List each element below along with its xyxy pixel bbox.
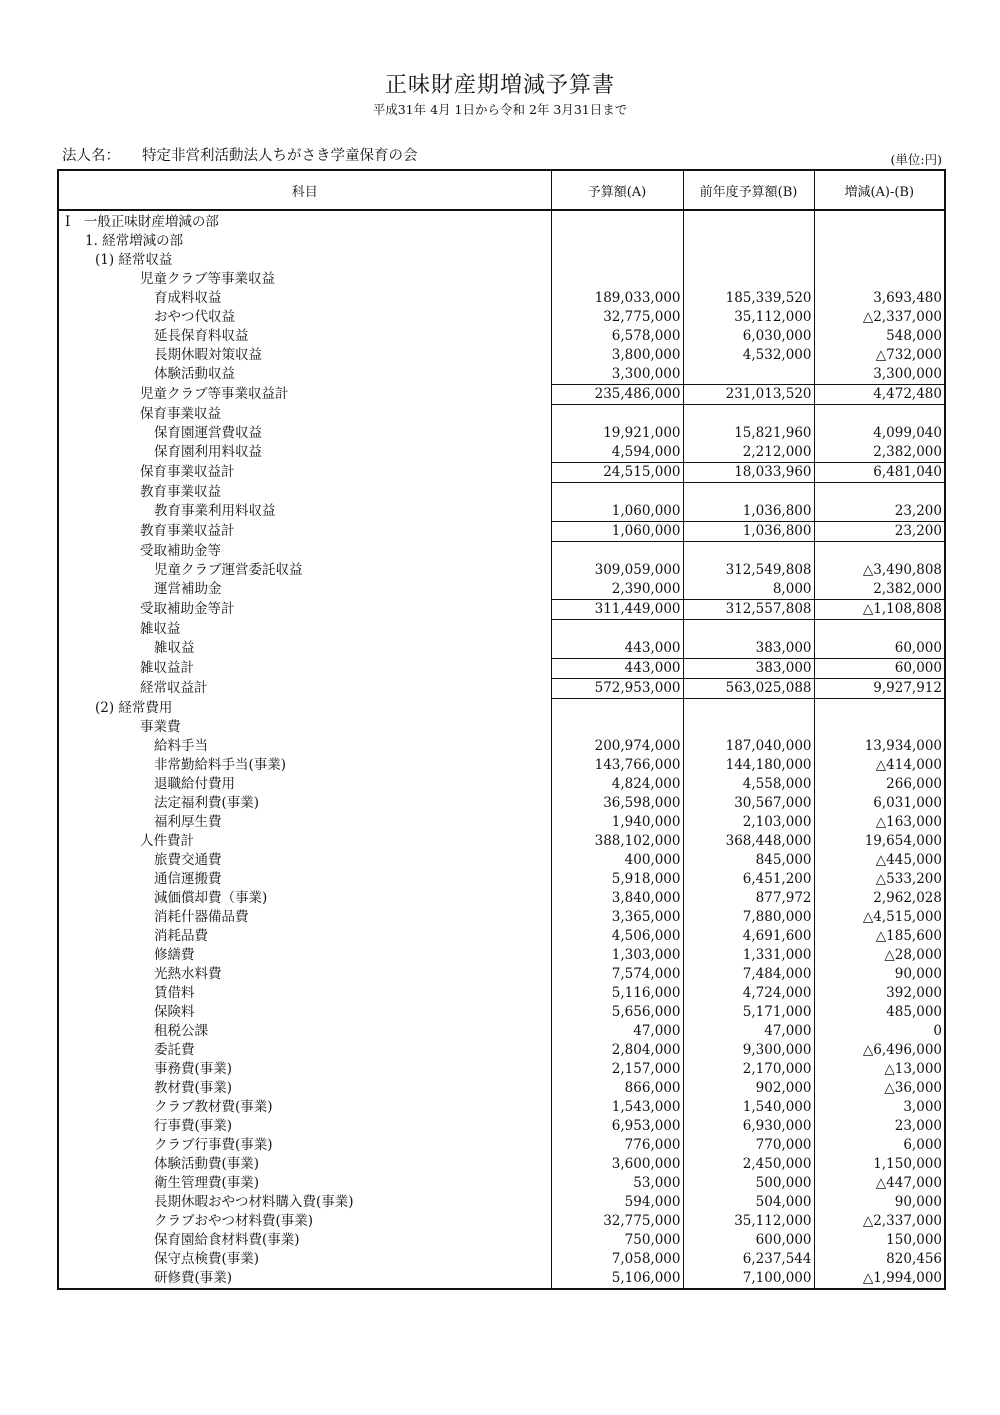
account-cell: 旅費交通費 — [154, 852, 222, 868]
difference-cell: 23,000 — [814, 1117, 945, 1136]
prior-budget-cell: 2,450,000 — [683, 1155, 814, 1174]
prior-budget-cell: 2,170,000 — [683, 1060, 814, 1079]
budget-cell: 443,000 — [551, 639, 683, 659]
table-row — [58, 1003, 945, 1022]
budget-cell: 32,775,000 — [551, 308, 683, 327]
budget-cell — [551, 718, 683, 737]
difference-cell: △445,000 — [814, 851, 945, 870]
table-row — [58, 365, 945, 385]
table-row — [58, 1079, 945, 1098]
account-cell: 委託費 — [154, 1042, 195, 1058]
prior-budget-cell: 845,000 — [683, 851, 814, 870]
budget-cell: 309,059,000 — [551, 561, 683, 580]
column-header-account: 科目 — [58, 170, 551, 210]
table-row — [58, 927, 945, 946]
table-body — [58, 210, 945, 1289]
budget-cell: 200,974,000 — [551, 737, 683, 756]
difference-cell: △4,515,000 — [814, 908, 945, 927]
prior-budget-cell: 2,103,000 — [683, 813, 814, 832]
budget-cell: 2,804,000 — [551, 1041, 683, 1060]
prior-budget-cell: 500,000 — [683, 1174, 814, 1193]
table-row-subtotal — [58, 679, 945, 699]
account-cell: 受取補助金等 — [140, 542, 221, 559]
prior-budget-cell: 18,033,960 — [683, 463, 814, 483]
account-cell: 保育園利用料収益 — [154, 444, 262, 461]
difference-cell: △1,994,000 — [814, 1269, 945, 1289]
prior-budget-cell: 8,000 — [683, 580, 814, 600]
account-cell: (1) 経常収益 — [95, 252, 173, 268]
difference-cell: △3,490,808 — [814, 561, 945, 580]
budget-cell: 2,157,000 — [551, 1060, 683, 1079]
account-cell: 消耗品費 — [154, 928, 208, 944]
table-row-subtotal — [58, 600, 945, 620]
difference-cell: △13,000 — [814, 1060, 945, 1079]
budget-table — [57, 169, 946, 1290]
prior-budget-cell: 368,448,000 — [683, 832, 814, 851]
difference-cell: 60,000 — [814, 659, 945, 679]
budget-cell: 866,000 — [551, 1079, 683, 1098]
difference-cell — [814, 232, 945, 251]
table-row — [58, 1269, 945, 1289]
table-row — [58, 1155, 945, 1174]
difference-cell: △163,000 — [814, 813, 945, 832]
account-cell: クラブおやつ材料費(事業) — [154, 1213, 314, 1229]
budget-cell: 3,600,000 — [551, 1155, 683, 1174]
table-row — [58, 756, 945, 775]
prior-budget-cell: 312,549,808 — [683, 561, 814, 580]
account-cell: 事務費(事業) — [154, 1061, 233, 1077]
difference-cell — [814, 251, 945, 270]
difference-cell: △185,600 — [814, 927, 945, 946]
difference-cell: 150,000 — [814, 1231, 945, 1250]
table-row — [58, 542, 945, 562]
account-cell: 事業費 — [140, 719, 181, 735]
prior-budget-cell: 7,484,000 — [683, 965, 814, 984]
difference-cell: △447,000 — [814, 1174, 945, 1193]
column-header-prior-budget: 前年度予算額(B) — [683, 170, 814, 210]
table-row — [58, 1117, 945, 1136]
budget-cell: 235,486,000 — [551, 385, 683, 405]
table-row — [58, 718, 945, 737]
table-row — [58, 289, 945, 308]
corporation-name: 特定非営利活動法人ちがさき学童保育の会 — [142, 148, 418, 164]
budget-cell: 4,594,000 — [551, 443, 683, 463]
difference-cell: △2,337,000 — [814, 1212, 945, 1231]
prior-budget-cell — [683, 483, 814, 503]
account-cell: 光熱水料費 — [154, 966, 222, 982]
budget-cell — [551, 210, 683, 232]
difference-cell: 6,000 — [814, 1136, 945, 1155]
prior-budget-cell: 9,300,000 — [683, 1041, 814, 1060]
prior-budget-cell: 2,212,000 — [683, 443, 814, 463]
table-row — [58, 232, 945, 251]
account-cell: 教育事業収益 — [140, 483, 221, 500]
table-row — [58, 1193, 945, 1212]
account-cell: 教育事業収益計 — [140, 523, 235, 539]
account-cell: 体験活動収益 — [154, 366, 235, 383]
difference-cell — [814, 542, 945, 562]
budget-cell: 47,000 — [551, 1022, 683, 1041]
account-cell: 受取補助金等計 — [140, 601, 235, 617]
corporation-label: 法人名： — [62, 148, 120, 164]
difference-cell: △2,337,000 — [814, 308, 945, 327]
account-cell: おやつ代収益 — [154, 309, 235, 325]
table-row-subtotal — [58, 522, 945, 542]
difference-cell: 6,481,040 — [814, 463, 945, 483]
difference-cell: 3,000 — [814, 1098, 945, 1117]
account-cell: 人件費計 — [140, 833, 194, 849]
difference-cell: 60,000 — [814, 639, 945, 659]
account-cell: 給料手当 — [154, 738, 208, 754]
table-row — [58, 502, 945, 522]
budget-cell: 2,390,000 — [551, 580, 683, 600]
account-cell: 雑収益 — [154, 640, 195, 657]
difference-cell — [814, 699, 945, 719]
budget-cell: 189,033,000 — [551, 289, 683, 308]
budget-cell — [551, 270, 683, 289]
account-cell: 長期休暇おやつ材料購入費(事業) — [154, 1194, 354, 1210]
budget-cell: 5,116,000 — [551, 984, 683, 1003]
budget-cell: 572,953,000 — [551, 679, 683, 699]
account-cell: 福利厚生費 — [154, 814, 222, 830]
account-cell: 退職給付費用 — [154, 776, 235, 792]
table-row — [58, 1250, 945, 1269]
difference-cell: △6,496,000 — [814, 1041, 945, 1060]
account-cell: 教材費(事業) — [154, 1080, 233, 1096]
prior-budget-cell — [683, 365, 814, 385]
table-row — [58, 251, 945, 270]
prior-budget-cell: 144,180,000 — [683, 756, 814, 775]
document-title: 正味財産期増減予算書 — [384, 73, 615, 98]
table-row — [58, 1060, 945, 1079]
budget-cell: 143,766,000 — [551, 756, 683, 775]
prior-budget-cell — [683, 542, 814, 562]
difference-cell: 0 — [814, 1022, 945, 1041]
account-cell: 保育園運営費収益 — [154, 425, 262, 441]
table-row — [58, 775, 945, 794]
difference-cell: 1,150,000 — [814, 1155, 945, 1174]
account-cell: 消耗什器備品費 — [154, 909, 249, 925]
budget-cell: 32,775,000 — [551, 1212, 683, 1231]
table-row — [58, 580, 945, 600]
difference-cell: 820,456 — [814, 1250, 945, 1269]
table-row — [58, 984, 945, 1003]
table-row — [58, 737, 945, 756]
table-row — [58, 308, 945, 327]
table-row — [58, 946, 945, 965]
prior-budget-cell: 4,558,000 — [683, 775, 814, 794]
budget-cell: 53,000 — [551, 1174, 683, 1193]
account-cell: 雑収益 — [140, 620, 181, 637]
budget-cell: 3,300,000 — [551, 365, 683, 385]
prior-budget-cell: 185,339,520 — [683, 289, 814, 308]
unit-label: (単位:円) — [890, 152, 942, 167]
account-cell: 教育事業利用料収益 — [154, 503, 276, 520]
prior-budget-cell: 15,821,960 — [683, 424, 814, 443]
budget-cell: 6,578,000 — [551, 327, 683, 346]
difference-cell — [814, 483, 945, 503]
budget-cell: 750,000 — [551, 1231, 683, 1250]
prior-budget-cell: 312,557,808 — [683, 600, 814, 620]
budget-cell: 5,106,000 — [551, 1269, 683, 1289]
prior-budget-cell: 30,567,000 — [683, 794, 814, 813]
budget-cell: 7,574,000 — [551, 965, 683, 984]
table-row — [58, 327, 945, 346]
prior-budget-cell: 47,000 — [683, 1022, 814, 1041]
account-cell: 児童クラブ運営委託収益 — [154, 562, 303, 578]
table-row-subtotal — [58, 385, 945, 405]
difference-cell: 23,200 — [814, 502, 945, 522]
table-row — [58, 483, 945, 503]
prior-budget-cell — [683, 405, 814, 425]
prior-budget-cell: 770,000 — [683, 1136, 814, 1155]
budget-cell: 3,800,000 — [551, 346, 683, 365]
account-cell: 保育園給食材料費(事業) — [154, 1232, 300, 1248]
prior-budget-cell: 5,171,000 — [683, 1003, 814, 1022]
budget-cell: 3,365,000 — [551, 908, 683, 927]
prior-budget-cell: 35,112,000 — [683, 308, 814, 327]
difference-cell: 2,962,028 — [814, 889, 945, 908]
account-cell: 長期休暇対策収益 — [154, 347, 262, 363]
fiscal-period: 平成31年 4月 1日から令和 2年 3月31日まで — [372, 102, 628, 117]
table-row — [58, 870, 945, 889]
difference-cell — [814, 405, 945, 425]
table-row — [58, 1041, 945, 1060]
budget-cell — [551, 620, 683, 640]
difference-cell: 548,000 — [814, 327, 945, 346]
table-row — [58, 405, 945, 425]
prior-budget-cell — [683, 620, 814, 640]
account-cell: I 一般正味財産増減の部 — [65, 214, 219, 230]
difference-cell: 90,000 — [814, 1193, 945, 1212]
account-cell: 児童クラブ等事業収益計 — [140, 386, 289, 402]
budget-cell: 36,598,000 — [551, 794, 683, 813]
difference-cell: 2,382,000 — [814, 443, 945, 463]
prior-budget-cell — [683, 210, 814, 232]
budget-cell — [551, 232, 683, 251]
budget-cell: 594,000 — [551, 1193, 683, 1212]
table-row — [58, 639, 945, 659]
table-row — [58, 699, 945, 719]
table-row — [58, 832, 945, 851]
account-cell: 非常勤給料手当(事業) — [154, 757, 287, 773]
prior-budget-cell: 187,040,000 — [683, 737, 814, 756]
account-cell: 運営補助金 — [154, 581, 222, 598]
table-row — [58, 851, 945, 870]
table-row — [58, 1136, 945, 1155]
difference-cell: △732,000 — [814, 346, 945, 365]
difference-cell: 266,000 — [814, 775, 945, 794]
budget-cell: 1,543,000 — [551, 1098, 683, 1117]
budget-cell: 19,921,000 — [551, 424, 683, 443]
table-row-subtotal — [58, 659, 945, 679]
budget-cell: 400,000 — [551, 851, 683, 870]
prior-budget-cell: 1,540,000 — [683, 1098, 814, 1117]
table-row — [58, 794, 945, 813]
corporation-line — [62, 144, 418, 165]
table-row — [58, 1174, 945, 1193]
difference-cell: △1,108,808 — [814, 600, 945, 620]
account-cell: 租税公課 — [154, 1023, 208, 1039]
table-row-subtotal — [58, 463, 945, 483]
column-header-budget: 予算額(A) — [551, 170, 683, 210]
table-row — [58, 889, 945, 908]
table-row — [58, 346, 945, 365]
prior-budget-cell: 383,000 — [683, 639, 814, 659]
prior-budget-cell — [683, 251, 814, 270]
prior-budget-cell — [683, 232, 814, 251]
table-row — [58, 424, 945, 443]
prior-budget-cell: 4,532,000 — [683, 346, 814, 365]
prior-budget-cell: 600,000 — [683, 1231, 814, 1250]
prior-budget-cell: 902,000 — [683, 1079, 814, 1098]
budget-table-wrapper — [57, 169, 944, 1290]
prior-budget-cell: 4,724,000 — [683, 984, 814, 1003]
table-row — [58, 1022, 945, 1041]
prior-budget-cell: 6,930,000 — [683, 1117, 814, 1136]
difference-cell: 3,300,000 — [814, 365, 945, 385]
budget-cell: 5,918,000 — [551, 870, 683, 889]
account-cell: クラブ教材費(事業) — [154, 1099, 273, 1115]
difference-cell: 6,031,000 — [814, 794, 945, 813]
budget-cell: 5,656,000 — [551, 1003, 683, 1022]
budget-cell — [551, 251, 683, 270]
account-cell: 行事費(事業) — [154, 1118, 233, 1134]
prior-budget-cell — [683, 270, 814, 289]
header-row — [58, 170, 945, 210]
account-cell: 延長保育料収益 — [154, 328, 249, 344]
budget-cell — [551, 405, 683, 425]
account-cell: 雑収益計 — [140, 660, 194, 676]
prior-budget-cell: 877,972 — [683, 889, 814, 908]
budget-cell: 1,940,000 — [551, 813, 683, 832]
account-cell: クラブ行事費(事業) — [154, 1137, 273, 1153]
difference-cell: △28,000 — [814, 946, 945, 965]
difference-cell: 19,654,000 — [814, 832, 945, 851]
prior-budget-cell: 231,013,520 — [683, 385, 814, 405]
account-cell: 衛生管理費(事業) — [154, 1175, 260, 1191]
account-cell: 研修費(事業) — [154, 1270, 233, 1286]
prior-budget-cell: 4,691,600 — [683, 927, 814, 946]
budget-cell: 1,060,000 — [551, 502, 683, 522]
budget-cell: 1,303,000 — [551, 946, 683, 965]
prior-budget-cell: 504,000 — [683, 1193, 814, 1212]
difference-cell: 485,000 — [814, 1003, 945, 1022]
table-row — [58, 1231, 945, 1250]
table-row — [58, 1098, 945, 1117]
account-cell: 法定福利費(事業) — [154, 795, 260, 811]
account-cell: 通信運搬費 — [154, 871, 222, 887]
table-row — [58, 965, 945, 984]
prior-budget-cell — [683, 718, 814, 737]
table-row — [58, 813, 945, 832]
prior-budget-cell: 7,880,000 — [683, 908, 814, 927]
prior-budget-cell: 6,451,200 — [683, 870, 814, 889]
table-row — [58, 270, 945, 289]
table-header — [58, 170, 945, 210]
budget-cell: 6,953,000 — [551, 1117, 683, 1136]
account-cell: 賃借料 — [154, 985, 195, 1001]
table-row — [58, 210, 945, 232]
difference-cell — [814, 718, 945, 737]
account-cell: 保育事業収益 — [140, 405, 221, 422]
account-cell: 1. 経常増減の部 — [85, 233, 184, 249]
difference-cell: △533,200 — [814, 870, 945, 889]
table-row — [58, 561, 945, 580]
budget-cell: 3,840,000 — [551, 889, 683, 908]
difference-cell: 4,099,040 — [814, 424, 945, 443]
prior-budget-cell: 563,025,088 — [683, 679, 814, 699]
account-cell: 経常収益計 — [140, 680, 208, 696]
account-cell: 育成料収益 — [154, 290, 222, 306]
column-header-difference: 増減(A)-(B) — [814, 170, 945, 210]
account-cell: 修繕費 — [154, 947, 195, 963]
table-row — [58, 908, 945, 927]
table-row — [58, 443, 945, 463]
difference-cell: △414,000 — [814, 756, 945, 775]
prior-budget-cell: 7,100,000 — [683, 1269, 814, 1289]
prior-budget-cell — [683, 699, 814, 719]
difference-cell: 2,382,000 — [814, 580, 945, 600]
account-cell: 減価償却費（事業) — [154, 890, 268, 906]
prior-budget-cell: 1,331,000 — [683, 946, 814, 965]
difference-cell: △36,000 — [814, 1079, 945, 1098]
difference-cell — [814, 620, 945, 640]
prior-budget-cell: 6,237,544 — [683, 1250, 814, 1269]
difference-cell: 3,693,480 — [814, 289, 945, 308]
budget-cell: 388,102,000 — [551, 832, 683, 851]
account-cell: 保守点検費(事業) — [154, 1251, 260, 1267]
difference-cell: 23,200 — [814, 522, 945, 542]
account-cell: (2) 経常費用 — [95, 699, 173, 716]
prior-budget-cell: 35,112,000 — [683, 1212, 814, 1231]
table-row — [58, 620, 945, 640]
budget-cell: 776,000 — [551, 1136, 683, 1155]
budget-cell: 24,515,000 — [551, 463, 683, 483]
prior-budget-cell: 383,000 — [683, 659, 814, 679]
budget-cell: 443,000 — [551, 659, 683, 679]
difference-cell: 13,934,000 — [814, 737, 945, 756]
prior-budget-cell: 6,030,000 — [683, 327, 814, 346]
difference-cell — [814, 210, 945, 232]
account-cell: 保育事業収益計 — [140, 464, 235, 480]
difference-cell: 4,472,480 — [814, 385, 945, 405]
difference-cell: 90,000 — [814, 965, 945, 984]
budget-cell — [551, 542, 683, 562]
prior-budget-cell: 1,036,800 — [683, 502, 814, 522]
budget-cell: 4,824,000 — [551, 775, 683, 794]
account-cell: 体験活動費(事業) — [154, 1156, 260, 1172]
difference-cell — [814, 270, 945, 289]
account-cell: 保険料 — [154, 1004, 195, 1020]
budget-cell: 4,506,000 — [551, 927, 683, 946]
difference-cell: 9,927,912 — [814, 679, 945, 699]
budget-cell: 311,449,000 — [551, 600, 683, 620]
prior-budget-cell: 1,036,800 — [683, 522, 814, 542]
budget-cell: 1,060,000 — [551, 522, 683, 542]
budget-cell: 7,058,000 — [551, 1250, 683, 1269]
account-cell: 児童クラブ等事業収益 — [140, 271, 275, 287]
budget-cell — [551, 483, 683, 503]
table-row — [58, 1212, 945, 1231]
budget-cell — [551, 699, 683, 719]
difference-cell: 392,000 — [814, 984, 945, 1003]
